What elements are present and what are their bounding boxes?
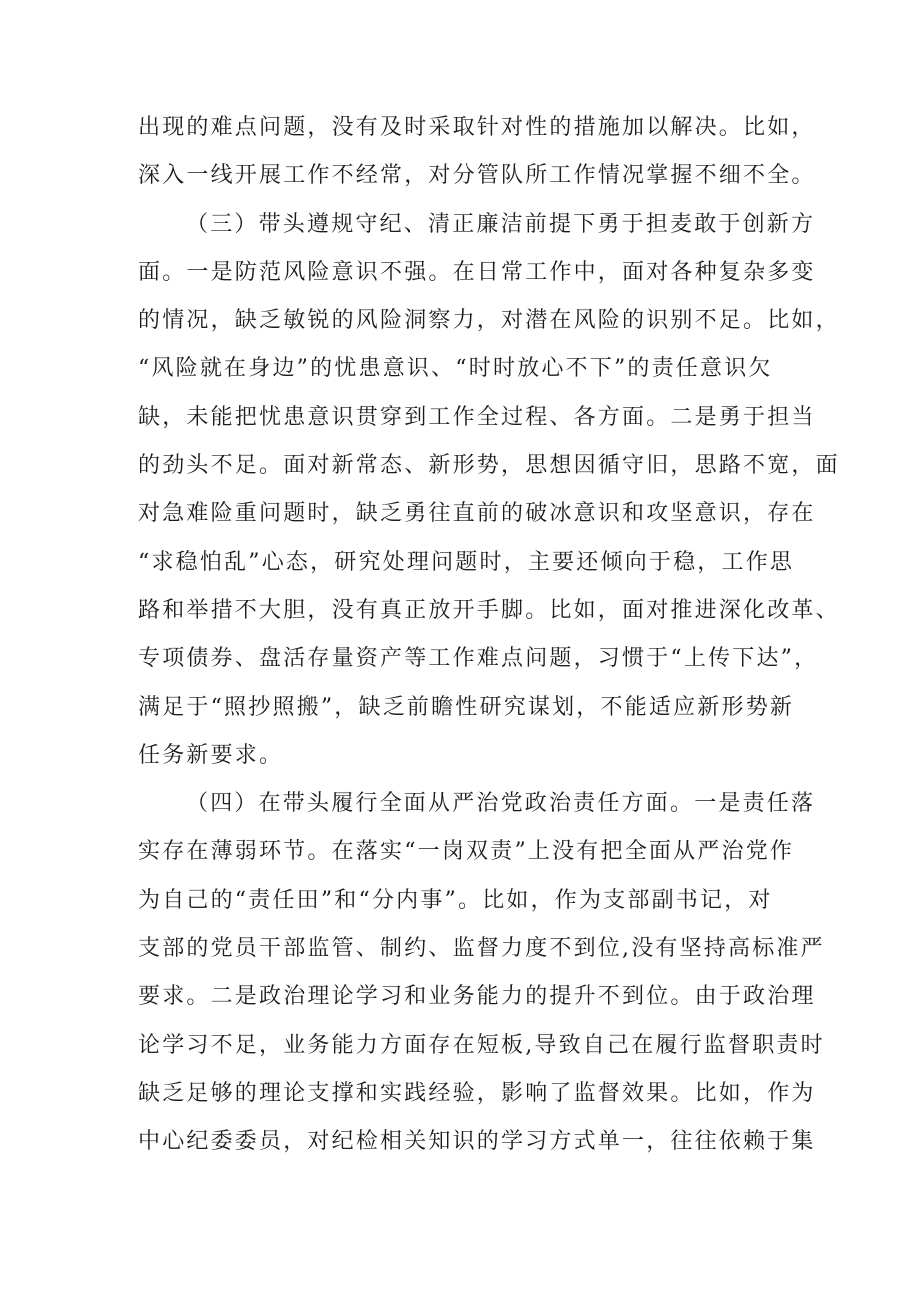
text-line-9: 对急难险重问题时，缺乏勇往直前的破冰意识和攻坚意识，存在	[138, 501, 816, 527]
text-line-10: “求稳怕乱”心态，研究处理问题时，主要还倾向于稳，工作思	[138, 549, 795, 575]
text-line-4: 面。一是防范风险意识不强。在日常工作中，面对各种复杂多变	[138, 259, 816, 285]
text-line-5: 的情况，缺乏敏锐的风险洞察力，对潜在风险的识别不足。比如，	[138, 308, 840, 334]
text-line-22: 中心纪委委员，对纪检相关知识的学习方式单一，往往依赖于集	[138, 1129, 816, 1155]
text-line-1: 出现的难点问题，没有及时采取针对性的措施加以解决。比如，	[138, 115, 816, 140]
text-line-8: 的劲头不足。面对新常态、新形势，思想因循守旧，思路不宽，面	[138, 453, 840, 479]
section-3-heading-line: （三）带头遵规守纪、清正廉洁前提下勇于担麦敢于创新方	[186, 211, 816, 237]
text-line-14: 任务新要求。	[138, 742, 284, 768]
document-body	[138, 104, 840, 1167]
text-line-21: 缺乏足够的理论支撑和实践经验，影响了监督效果。比如，作为	[138, 1080, 816, 1106]
text-line-17: 为自己的“责任田”和“分内事”。比如，作为支部副书记，对	[138, 887, 773, 913]
text-line-12: 专项债券、盘活存量资产等工作难点问题，习惯于“上传下达”，	[138, 646, 819, 672]
text-line-18: 支部的党员干部监管、制约、监督力度不到位,没有坚持高标准严	[138, 936, 825, 962]
text-line-6: “风险就在身边”的忧患意识、“时时放心不下”的责任意识欠	[138, 356, 773, 382]
text-line-7: 缺，未能把忧患意识贯穿到工作全过程、各方面。二是勇于担当	[138, 404, 816, 430]
text-line-11: 路和举措不大胆，没有真正放开手脚。比如，面对推进深化改革、	[138, 597, 840, 623]
section-4-heading-line: （四）在带头履行全面从严治党政治责任方面。一是责任落	[186, 791, 816, 817]
text-line-13: 满足于“照抄照搬”，缺乏前瞻性研究谋划，不能适应新形势新	[138, 694, 795, 720]
text-line-2: 深入一线开展工作不经常，对分管队所工作情况掌握不细不全。	[138, 163, 816, 189]
text-line-16: 实存在薄弱环节。在落实“一岗双责”上没有把全面从严治党作	[138, 839, 795, 865]
text-line-20: 论学习不足，业务能力方面存在短板,导致自己在履行监督职责时	[138, 1032, 825, 1058]
text-line-19: 要求。二是政治理论学习和业务能力的提升不到位。由于政治理	[138, 984, 816, 1010]
